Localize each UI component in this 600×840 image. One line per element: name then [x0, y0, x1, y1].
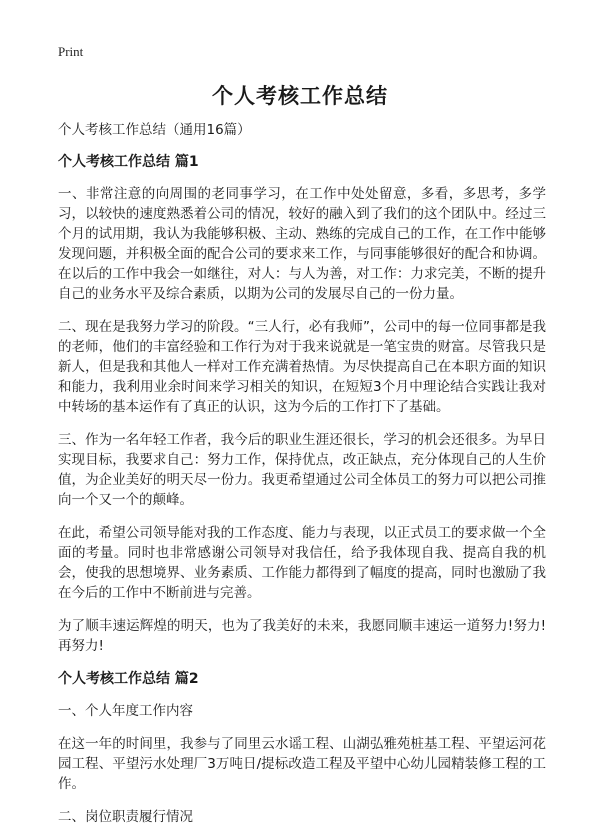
paragraph: 在此，希望公司领导能对我的工作态度、能力与表现，以正式员工的要求做一个全面的考量。同时也非常感谢公司领导对我信任，给予我体现自我、提高自我的机会，使我的思想境界、业务素质、工作能力都得到了幅度的提高，同时也激励了我在今后的工作中不断前进与完善。	[58, 525, 546, 601]
paragraph: 一、非常注意的向周围的老同事学习，在工作中处处留意，多看，多思考，多学习，以较快的速度熟悉着公司的情况，较好的融入到了我们的这个团队中。经过三个月的试用期，我认为我能够积极、主动、熟练的完成自己的工作，在工作中能够发现问题，并积极全面的配合公司的要求来工作，与同事能够很好的配合和协调。在以后的工作中我会一如继往，对人：与人为善，对工作：力求完美，不断的提升自己的业务水平及综合素质，以期为公司的发展尽自己的一份力量。	[58, 186, 546, 302]
paragraph: 在这一年的时间里，我参与了同里云水谣工程、山湖弘雅苑桩基工程、平望运河花园工程、平望污水处理厂3万吨日/提标改造工程及平望中心幼儿园精装修工程的工作。	[58, 736, 546, 792]
paragraph: 二、岗位职责履行情况	[58, 809, 193, 825]
paragraph: 三、作为一名年轻工作者，我今后的职业生涯还很长，学习的机会还很多。为早日实现目标，我要求自己：努力工作，保持优点，改正缺点，充分体现自己的人生价值，为企业美好的明天尽一份力。我更希望通过公司全体员工的努力可以把公司推向一个又一个的颠峰。	[58, 432, 546, 508]
document-subtitle: 个人考核工作总结（通用16篇）	[58, 122, 251, 138]
section-heading-2: 个人考核工作总结 篇2	[58, 671, 199, 687]
paragraph: 为了顺丰速运辉煌的明天，也为了我美好的未来，我愿同顺丰速运一道努力!努力!再努力!	[58, 618, 546, 654]
paragraph: 二、现在是我努力学习的阶段。“三人行，必有我师”，公司中的每一位同事都是我的老师，他们的丰富经验和工作行为对于我来说就是一笔宝贵的财富。尽管我只是新人，但是我和其他人一样对工作充满着热情。为尽快提高自己在本职方面的知识和能力，我利用业余时间来学习相关的知识，在短短3个月中理论结合实践让我对中转场的基本运作有了真正的认识，这为今后的工作打下了基础。	[58, 319, 546, 415]
section-heading-1: 个人考核工作总结 篇1	[58, 154, 199, 170]
document-title: 个人考核工作总结	[212, 84, 388, 108]
document-body	[58, 120, 546, 840]
paragraph: 一、个人年度工作内容	[58, 703, 193, 719]
print-link[interactable]: Print	[58, 44, 84, 59]
